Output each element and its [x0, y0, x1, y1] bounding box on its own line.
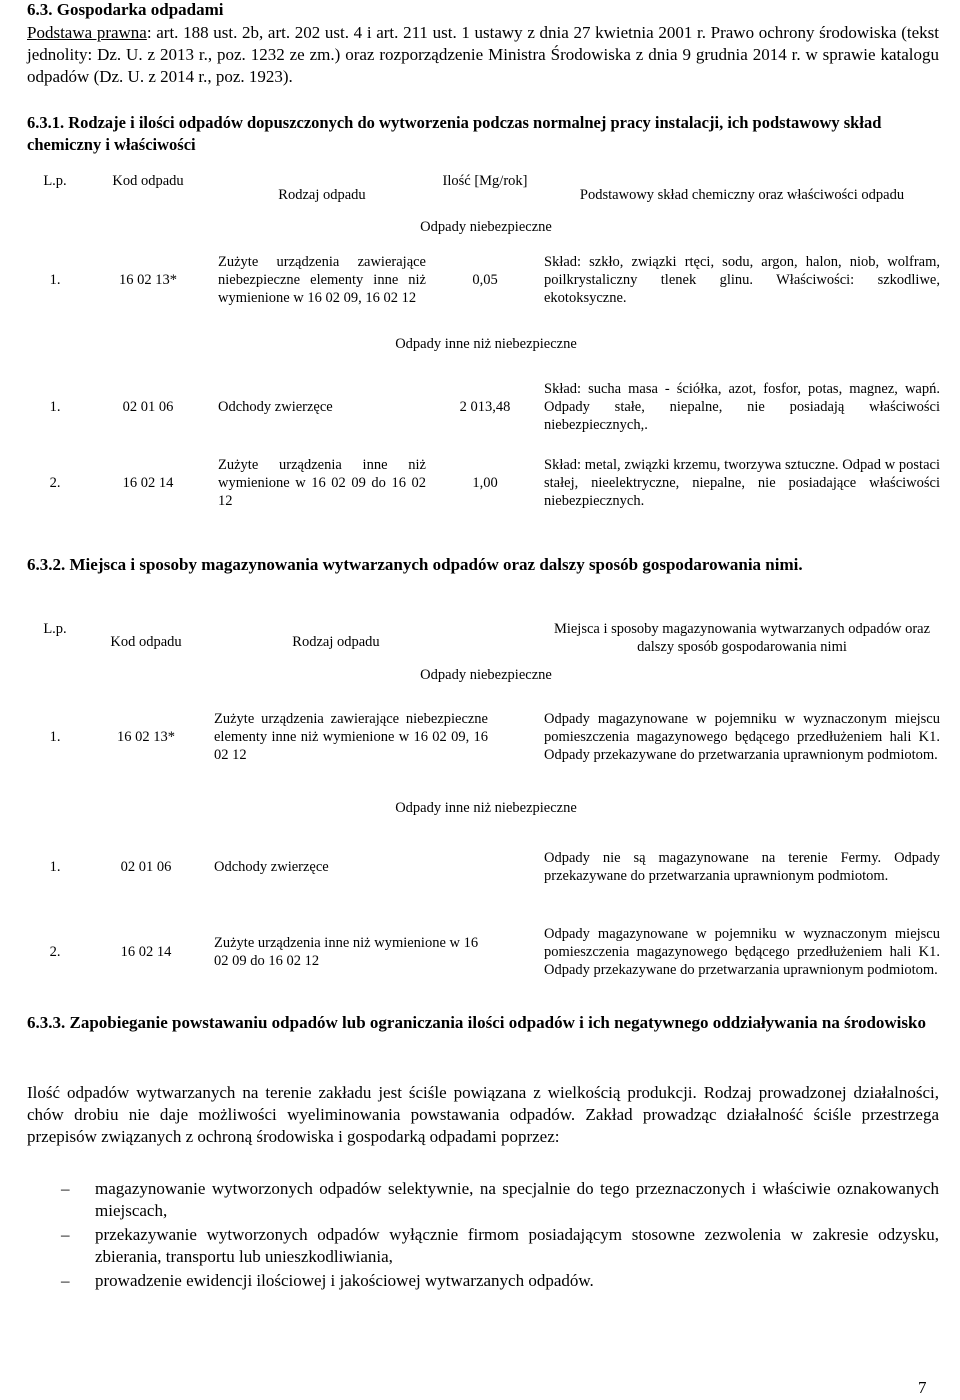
cell-ilosc: 2 013,48 [459, 399, 511, 415]
subsection-2-title: 6.3.2. Miejsca i sposoby magazynowania wytwarzanych odpadów oraz dalszy sposób gospodarowania nimi. [27, 555, 803, 574]
header-kod: Kod odpadu [110, 634, 182, 650]
subsection-1-title: 6.3.1. Rodzaje i ilości odpadów dopuszczonych do wytworzenia podczas normalnej pracy instalacji, ich podstawowy skład chemiczny i właściwości [27, 113, 882, 154]
cell-lp: 1. [49, 729, 61, 745]
header-ilosc: Ilość [Mg/rok] [442, 173, 528, 189]
cell-sklad: Skład: szkło, związki rtęci, sodu, argon, halon, niob, wolfram, poilkrystaliczny tlenek glinu. Właściwości: szkodliwe, ekotoksyczne. [544, 254, 940, 306]
waste-types-table [26, 172, 946, 518]
cell-rodzaj: Zużyte urządzenia zawierające niebezpieczne elementy inne niż wymienione w 16 02 09, 16 02 12 [218, 254, 426, 306]
storage-table [26, 620, 946, 998]
cell-lp: 1. [49, 272, 61, 288]
measures-list [27, 1178, 939, 1294]
cell-miejsca: Odpady nie są magazynowane na terenie Fermy. Odpady przekazywane do przetwarzania uprawnionym podmiotom. [544, 850, 940, 884]
cell-kod: 16 02 13* [117, 729, 175, 745]
table-row [26, 686, 946, 788]
cell-kod: 16 02 14 [122, 475, 174, 491]
list-item-text: magazynowanie wytworzonych odpadów selektywnie, na specjalnie do tego przeznaczonych i właściwie oznakowanych miejscach, [95, 1179, 939, 1220]
dash-bullet: – [61, 1225, 70, 1244]
table-row [26, 238, 946, 322]
table-header-row [26, 172, 946, 216]
group-row-hazardous [26, 664, 946, 686]
header-rodzaj: Rodzaj odpadu [292, 634, 380, 650]
group-label: Odpady inne niż niebezpieczne [395, 800, 577, 816]
list-item [27, 1270, 939, 1292]
legal-basis-label: Podstawa prawna [27, 23, 147, 42]
table-header-row [26, 620, 946, 664]
header-kod: Kod odpadu [112, 173, 184, 189]
group-row-other [26, 322, 946, 366]
list-item-text: prowadzenie ewidencji ilościowej i jakościowej wytwarzanych odpadów. [95, 1271, 594, 1290]
group-label: Odpady inne niż niebezpieczne [395, 336, 577, 352]
list-item-text: przekazywanie wytworzonych odpadów wyłącznie firmom posiadającym stosowne zezwolenia w zakresie odzysku, zbierania, transportu lub unieszkodliwiania, [95, 1225, 939, 1266]
dash-bullet: – [61, 1179, 70, 1198]
cell-kod: 02 01 06 [122, 399, 174, 415]
cell-rodzaj: Odchody zwierzęce [218, 399, 333, 415]
table-row [26, 448, 946, 518]
cell-lp: 2. [49, 944, 61, 960]
header-rodzaj: Rodzaj odpadu [278, 187, 366, 203]
cell-miejsca: Odpady magazynowane w pojemniku w wyznaczonym miejscu pomieszczenia magazynowego będącego przedłużeniem hali K1. Odpady przekazywane do przetwarzania uprawnionym podmiotom. [544, 711, 940, 763]
section-title: 6.3. Gospodarka odpadami [27, 0, 224, 19]
dash-bullet: – [61, 1271, 70, 1290]
cell-rodzaj: Zużyte urządzenia inne niż wymienione w 16 02 09 do 16 02 12 [214, 935, 479, 969]
cell-sklad: Skład: sucha masa - ściółka, azot, fosfor, potas, magnez, wapń. Odpady stałe, niepalne, nie posiadają właściwości niebezpiecznych,. [544, 381, 940, 433]
table-row [26, 366, 946, 448]
cell-sklad: Skład: metal, związki krzemu, tworzywa sztuczne. Odpad w postaci stałej, nieelektryczne, niepalne, nie posiadające właściwości niebezpiecznych. [544, 457, 940, 509]
header-lp: L.p. [43, 173, 67, 189]
legal-basis-text: : art. 188 ust. 2b, art. 202 ust. 4 i art. 211 ust. 1 ustawy z dnia 27 kwietnia 2001 r. Prawo ochrony środowiska (tekst jednolity: Dz. U. z 2013 r., poz. 1232 ze zm.) oraz rozporządzenie Ministra Środowiska z dnia 9 grudnia 2014 r. w sprawie katalogu odpadów (Dz. U. z 2014 r., poz. 1923). [27, 23, 939, 86]
subsection-3-title: 6.3.3. Zapobieganie powstawaniu odpadów lub ograniczania ilości odpadów i ich negatywnego oddziaływania na środowisko [27, 1013, 926, 1032]
group-row-hazardous [26, 216, 946, 238]
cell-ilosc: 0,05 [472, 272, 498, 288]
cell-miejsca: Odpady magazynowane w pojemniku w wyznaczonym miejscu pomieszczenia magazynowego będącego przedłużeniem hali K1. Odpady przekazywane do przetwarzania uprawnionym podmiotom. [544, 926, 940, 978]
cell-rodzaj: Zużyte urządzenia zawierające niebezpieczne elementy inne niż wymienione w 16 02 09, 16 02 12 [214, 711, 488, 763]
cell-lp: 1. [49, 399, 61, 415]
cell-rodzaj: Zużyte urządzenia inne niż wymienione w 16 02 09 do 16 02 12 [218, 457, 426, 509]
cell-kod: 16 02 13* [119, 272, 177, 288]
list-item [27, 1224, 939, 1268]
group-label: Odpady niebezpieczne [420, 667, 552, 683]
paragraph: Ilość odpadów wytwarzanych na terenie zakładu jest ściśle powiązana z wielkością produkcji. Rodzaj prowadzonej działalności, chów drobiu nie daje możliwości wyeliminowania powstawania odpadów. Zakład prowadząc działalność ściśle przestrzega przepisów związanych z ochroną środowiska i gospodarką odpadami poprzez: [27, 1083, 939, 1146]
group-row-other [26, 788, 946, 828]
table-row [26, 906, 946, 998]
group-label: Odpady niebezpieczne [420, 219, 552, 235]
cell-lp: 1. [49, 859, 61, 875]
table-row [26, 828, 946, 906]
header-lp: L.p. [43, 621, 67, 637]
list-item [27, 1178, 939, 1222]
cell-rodzaj: Odchody zwierzęce [214, 859, 329, 875]
cell-ilosc: 1,00 [472, 475, 498, 491]
cell-kod: 16 02 14 [120, 944, 172, 960]
header-miejsca: Miejsca i sposoby magazynowania wytwarzanych odpadów oraz dalszy sposób gospodarowania nimi [553, 621, 931, 655]
legal-basis [27, 22, 939, 88]
header-sklad: Podstawowy skład chemiczny oraz właściwości odpadu [579, 187, 905, 203]
page-number: 7 [918, 1378, 927, 1397]
cell-kod: 02 01 06 [120, 859, 172, 875]
cell-lp: 2. [49, 475, 61, 491]
